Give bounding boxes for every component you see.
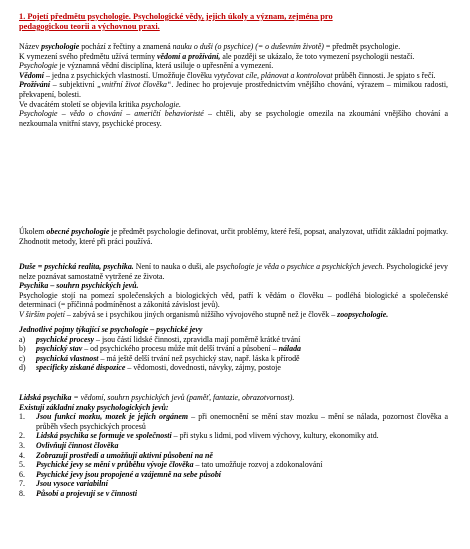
list-item: 4. Zobrazují prostředí a umožňují aktivní působení na ně: [19, 450, 213, 460]
intro-paragraph-3: Psychologie je významná vědní disciplína, která usiluje o upřesnění a vymezení.: [19, 61, 274, 71]
psyche-paragraph-1: Duše = psychická realita, psychika. Není to nauka o duši, ale psychologie je věda o psychice a psychických jevech. Psychologické jevy nelze poznávat samostatně vytržené ze života.: [19, 262, 448, 281]
psyche-paragraph-4: V širším pojetí – zabývá se i psychikou jiných organismů nižšího vývojového stupně než je člověk – zoopsychologie.: [19, 309, 389, 319]
psyche-paragraph-2: Psychika – souhrn psychických jevů.: [19, 281, 139, 291]
intro-paragraph-1: Název psychologie pochází z řečtiny a znamená nauku o duši (o psychice) (= o duševním životě) = předmět psychologie.: [19, 42, 401, 51]
heading-line-2: pedagogickou teorii a výchovnou praxi.: [19, 22, 160, 31]
list-item: 5. Psychické jevy se mění v průběhu vývoje člověka – tato umožňuje rozvoj a zdokonalování: [19, 460, 323, 470]
heading-line-1: 1. Pojetí předmětu psychologie. Psychologické vědy, jejich úkoly a význam, zejména pro: [19, 12, 333, 21]
list-item: 2. Lidská psychika se formuje ve společnosti – při styku s lidmi, pod vlivem výchovy, kultury, ekonomiky atd.: [19, 431, 379, 441]
section-heading: [19, 12, 434, 32]
intro-paragraph-4: Vědomí – jedna z psychických vlastností. Umožňuje člověku vytyčovat cíle, plánovat a kontrolovat průběh činnosti. Je spjato s řečí.: [19, 70, 436, 80]
phenomena-title: Jednotlivé pojmy týkající se psychologie – psychické jevy: [19, 325, 203, 334]
intro-paragraph-2: K vymezení svého předmětu užívá termíny vědomí a prožívání, ale později se ukázalo, že toto vymezení psychologii nestačí.: [19, 51, 415, 61]
psyche-section: [19, 262, 448, 320]
list-item: 7. Jsou vysoce variabilní: [19, 479, 108, 489]
signs-section: [19, 393, 448, 499]
signs-intro: Lidská psychika = vědomí, souhrn psychických jevů (paměť, fantazie, obrazotvornost).: [19, 393, 295, 402]
list-item: 3. Ovlivňují činnost člověka: [19, 440, 119, 450]
phenomena-section: [19, 325, 448, 373]
list-item: b) psychický stav – od psychického procesu může mít delší trvání a působení – nálada: [19, 344, 301, 354]
intro-paragraph-7: Psychologie – vědo o chování – američtí behavioristé – chtěli, aby se psychologie omezila na zkoumání vnějšího chování a nezkoumala vnitřní stavy, psychické procesy.: [19, 109, 449, 128]
intro-paragraph-5: Prožívání – subjektivní „vnitřní život člověka“. Jedinec ho projevuje prostřednictvím vnějšího chování, výrazem – mimikou radosti, překvapení, bolesti.: [19, 80, 448, 99]
list-item: 1. Jsou funkcí mozku, mozek je jejich orgánem – při onemocnění se mění stav mozku – mění se nálada, pozornost člověka a průběh všech psychických procesů: [19, 412, 449, 431]
signs-title: Existují základní znaky psychologických jevů:: [19, 402, 169, 412]
list-item: d) specificky získané dispozice – vědomosti, dovednosti, návyky, zájmy, postoje: [19, 363, 281, 373]
intro-paragraph-6: Ve dvacátém století se objevila kritika psychologie.: [19, 99, 181, 109]
intro-section: [19, 42, 448, 128]
psyche-paragraph-3: Psychologie stojí na pomezí společenských a biologických věd, patří k vědám o člověku – podléhá biologické a společenské determinaci (= příčinná podmíněnost a zákonitá závislost jevů).: [19, 290, 448, 310]
list-item: c) psychická vlastnost – má ještě delší trvání než psychický stav, např. láska k přírodě: [19, 353, 300, 363]
list-item: 8. Působí a projevují se v činnosti: [19, 488, 138, 498]
list-item: 6. Psychické jevy jsou propojené a vzájemně na sebe působí: [19, 469, 221, 479]
task-section: [19, 227, 448, 246]
list-item: a) psychické procesy – jsou částí lidské činnosti, zpravidla mají poměrně krátké trvání: [19, 334, 301, 344]
task-paragraph: Úkolem obecné psychologie je předmět psychologie definovat, určit problémy, které řeší, popsat, analyzovat, utřídit základní pojmatky. Zhodnotit metody, které při práci používá.: [19, 227, 449, 246]
